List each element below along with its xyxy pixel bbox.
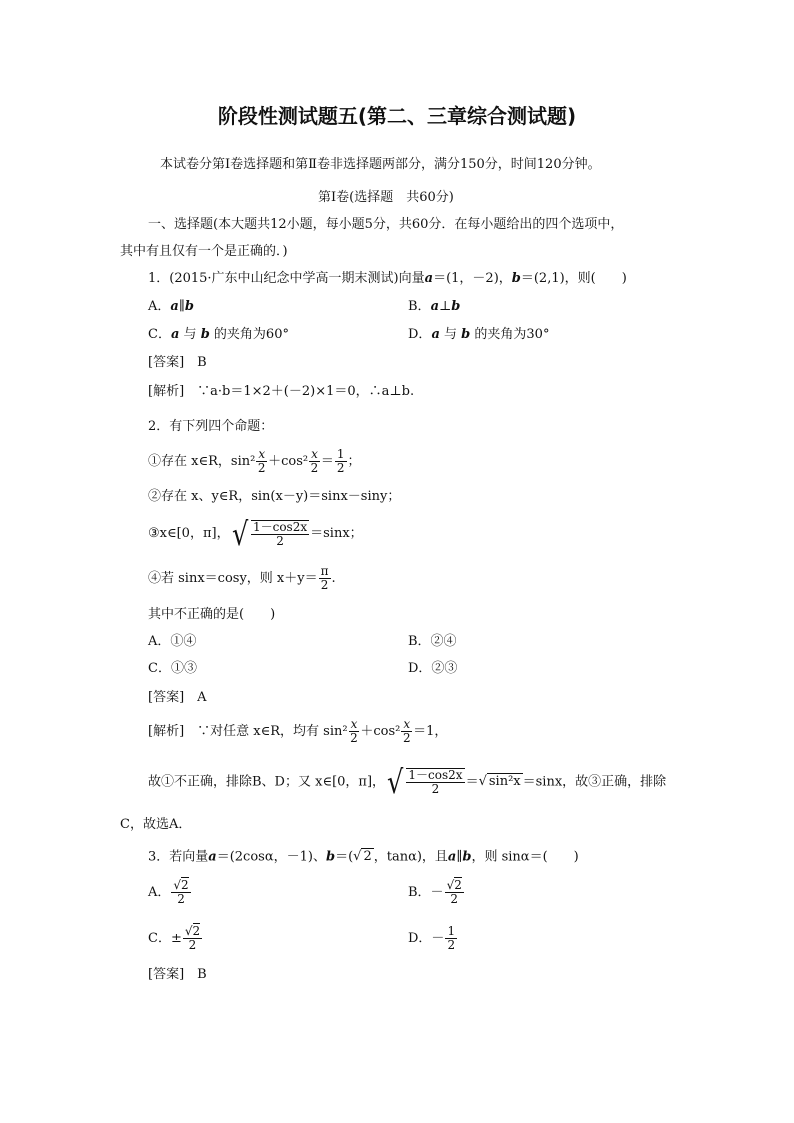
q2-analysis: [解析] ∵对任意 x∈R，均有 sin² $\frac{x}{2}$ ＋cos² $\frac{x}{2}$ ＝1， [148,717,448,745]
q1-answer: [答案] B [148,355,207,370]
section-heading-cont: 其中有且仅有一个是正确的．) [120,244,288,259]
q3-option-d: D．－ $\frac{1}{2}$ [408,924,456,952]
q2-analysis-end: C，故选A． [120,817,192,832]
q2-ask: 其中不正确的是( ) [148,607,276,622]
sqrt-icon: √ [231,514,248,553]
q3-option-a: A． $\frac{√2}{2}$ [148,878,189,906]
q3-answer: [答案] B [148,967,207,982]
q1-option-c: C．a 与 b 的夹角为60° [148,327,289,342]
q2-proposition-4: ④若 sinx＝cosy，则 x＋y＝ $\frac{\pi}{2}$ . [148,564,336,592]
q2-proposition-1: ①存在 x∈R，sin² $\frac{x}{2}$ ＋cos² $\frac{x}{2}$ ＝ $\frac{1}{2}$ ； [148,447,361,475]
q3-stem: 3．若向量a＝(2cosα，－1)、b＝(√ 2 ，tanα)，且a∥b，则 sinα＝( ) [148,849,579,865]
q1-stem: 1．(2015·广东中山纪念中学高一期末测试)向量a＝(1，－2)，b＝(2,1)，则( ) [148,271,627,286]
q2-stem: 2．有下列四个命题： [148,419,274,434]
intro-text: 本试卷分第Ⅰ卷选择题和第Ⅱ卷非选择题两部分，满分150分，时间120分钟。 [160,157,601,172]
q3-option-c: C．± $\frac{√2}{2}$ [148,924,201,952]
section-heading: 一、选择题(本大题共12小题，每小题5分，共60分．在每小题给出的四个选项中， [148,217,624,232]
q2-option-d: D．②③ [408,661,458,676]
q2-analysis-cont: 故①不正确，排除B、D；又 x∈[0，π]，√ $\frac{1-\cos 2x}{2}$ ＝√ sin²x ＝sinx，故③正确，排除 [148,763,667,801]
q2-option-a: A．①④ [148,634,197,649]
q3-option-b: B．－ $\frac{√2}{2}$ [408,878,462,906]
q1-option-d: D．a 与 b 的夹角为30° [408,327,550,342]
q1-analysis: [解析] ∵a·b＝1×2＋(－2)×1＝0，∴a⊥b. [148,384,415,399]
q2-option-c: C．①③ [148,661,197,676]
q2-proposition-2: ②存在 x、y∈R，sin(x－y)＝sinx－siny； [148,489,401,504]
sqrt-icon: √ [387,763,404,801]
q2-proposition-3: ③x∈[0，π]，√ $\frac{1-\cos 2x}{2}$ ＝sinx； [148,514,363,553]
part-heading: 第Ⅰ卷(选择题 共60分) [318,190,454,205]
q1-option-b: B．a⊥b [408,299,461,314]
q2-option-b: B．②④ [408,634,457,649]
page-title: 阶段性测试题五(第二、三章综合测试题) [217,104,577,128]
q2-answer: [答案] A [148,690,207,705]
q1-option-a: A．a∥b [148,299,194,314]
